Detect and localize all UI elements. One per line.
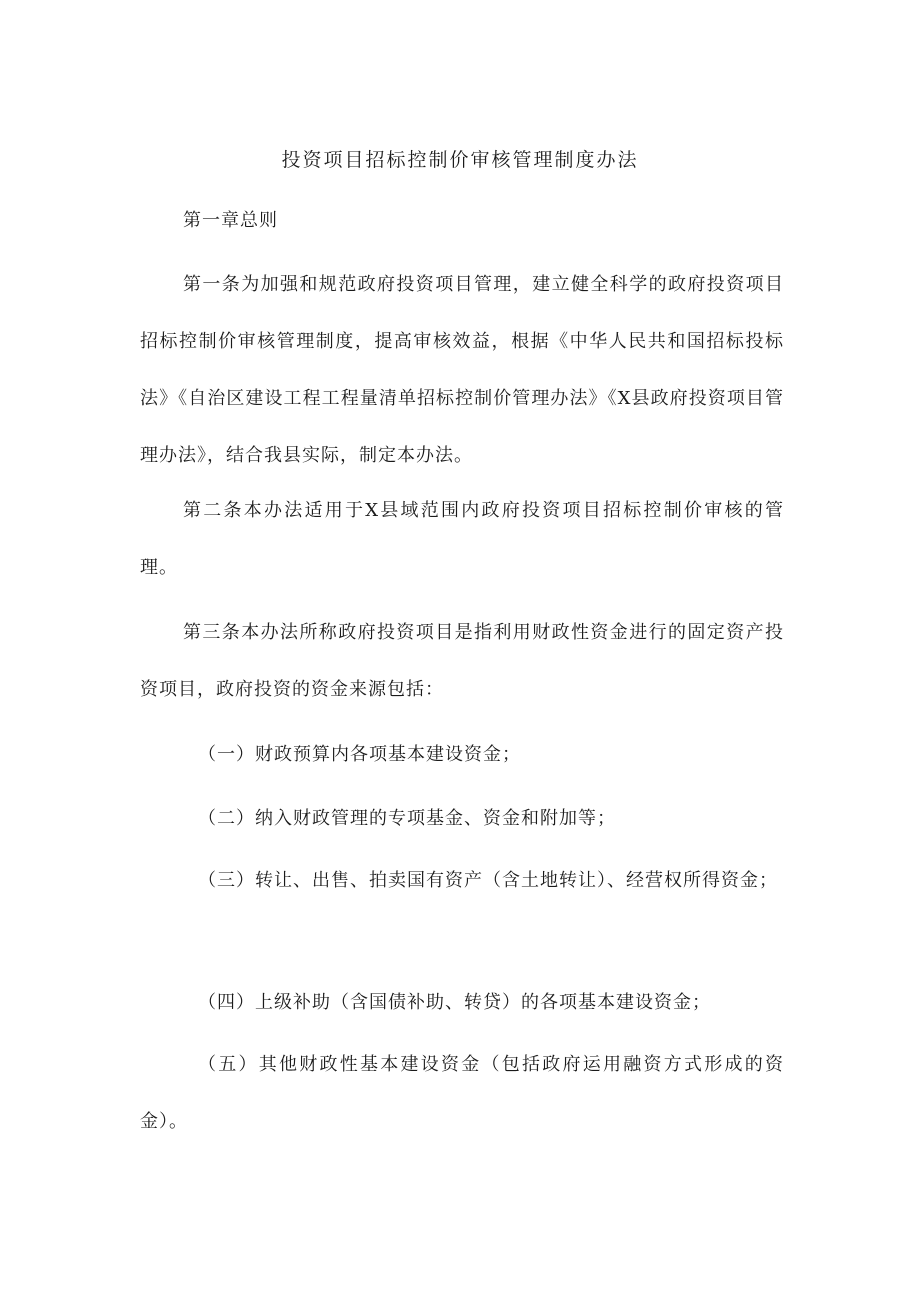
list-item-4: （四）上级补助（含国债补助、转贷）的各项基本建设资金； <box>198 992 711 1013</box>
article-3: 第三条本办法所称政府投资项目是指利用财政性资金进行的固定资产投资项目，政府投资的资金来源包括： <box>140 622 784 700</box>
list-item-3: （三）转让、出售、拍卖国有资产（含土地转让）、经营权所得资金； <box>198 870 778 891</box>
document-title: 投资项目招标控制价审核管理制度办法 <box>281 149 639 171</box>
chapter-heading: 第一章总则 <box>183 210 278 231</box>
article-2: 第二条本办法适用于X县域范围内政府投资项目招标控制价审核的管理。 <box>140 500 784 578</box>
list-item-5: （五）其他财政性基本建设资金（包括政府运用融资方式形成的资金）。 <box>140 1054 784 1132</box>
list-item-1: （一）财政预算内各项基本建设资金； <box>198 744 521 765</box>
article-1: 第一条为加强和规范政府投资项目管理，建立健全科学的政府投资项目招标控制价审核管理制度，提高审核效益，根据《中华人民共和国招标投标法》《自治区建设工程工程量清单招标控制价管理办法》《X县政府投资项目管理办法》，结合我县实际，制定本办法。 <box>140 274 784 466</box>
list-item-2: （二）纳入财政管理的专项基金、资金和附加等； <box>198 808 616 829</box>
